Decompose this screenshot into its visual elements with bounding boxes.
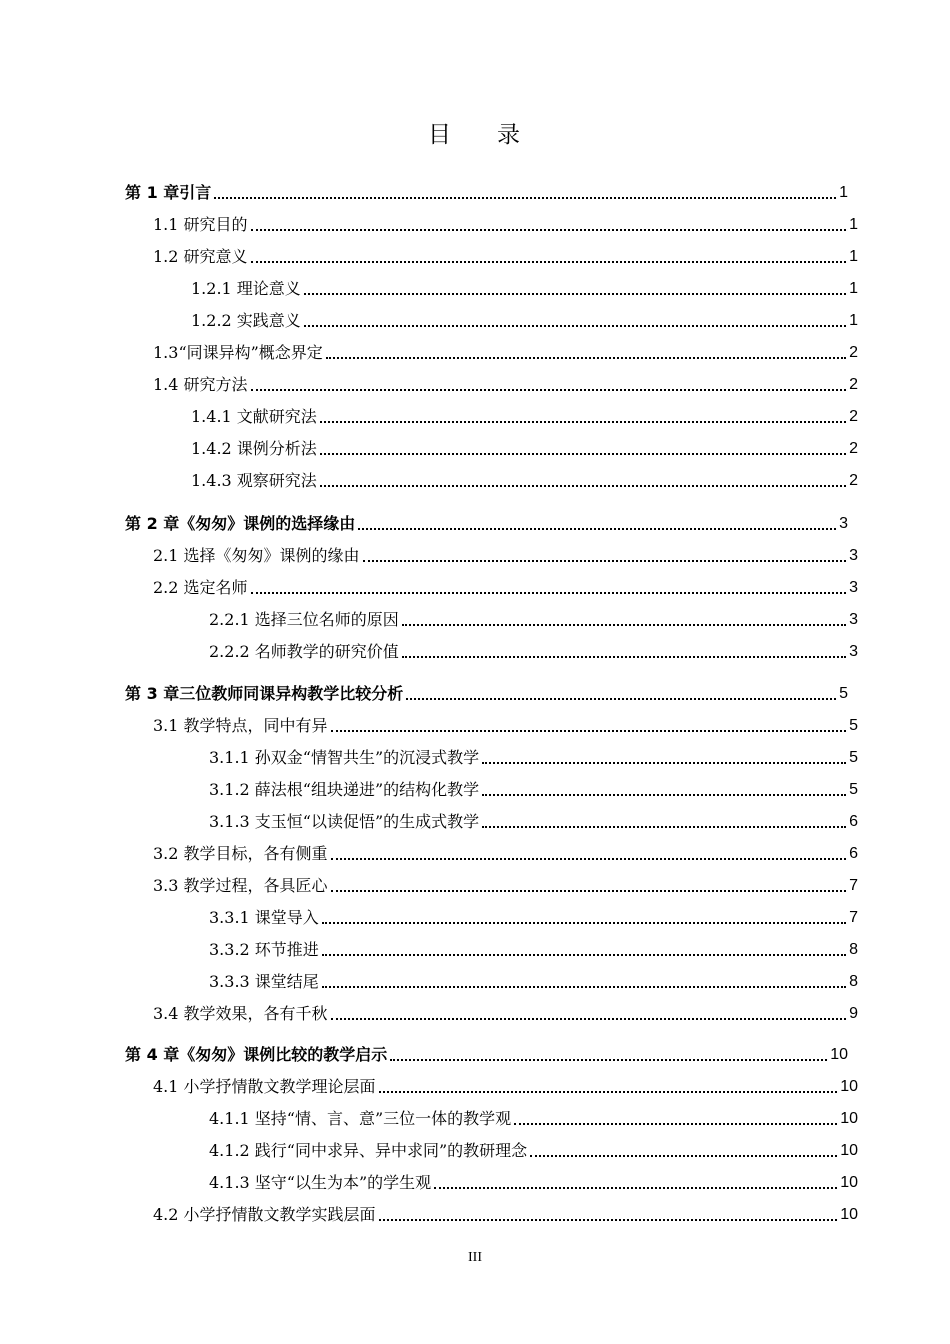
toc-entry-1-2-1[interactable] [191,277,858,299]
toc-entry-1-4-2[interactable] [191,437,858,459]
toc-entry-page: 5 [849,717,858,734]
dot-leader [322,985,846,988]
toc-entry-page: 3 [839,515,848,532]
dot-leader [214,196,836,199]
toc-entry-3-3[interactable] [153,874,858,896]
dot-leader [322,953,846,956]
title-part-1: 目 [428,122,453,148]
toc-entry-label: 3.1.3 支玉恒“以读促悟”的生成式教学 [209,812,480,831]
toc-entry-page: 10 [840,1174,858,1191]
toc-entry-page: 2 [849,440,858,457]
toc-entry-page: 7 [849,909,858,926]
dot-leader [514,1122,837,1125]
toc-entry-label: 4.1.2 践行“同中求异、异中求同”的教研理念 [209,1141,528,1160]
page-title [0,116,950,149]
toc-entry-label: 1.3“同课异构”概念界定 [153,343,323,362]
toc-entry-1-2[interactable] [153,245,858,267]
toc-entry-page: 9 [849,1005,858,1022]
dot-leader [482,793,846,796]
toc-entry-label: 3.3.3 课堂结尾 [209,972,319,991]
toc-entry-page: 10 [840,1078,858,1095]
dot-leader [326,356,846,359]
dot-leader [390,1058,827,1061]
toc-entry-1-2-2[interactable] [191,309,858,331]
dot-leader [251,388,847,391]
toc-entry-label: 3.1.2 薛法根“组块递进”的结构化教学 [209,780,480,799]
toc-entry-page: 8 [849,941,858,958]
toc-entry-label: 2.2.1 选择三位名师的原因 [209,610,399,629]
toc-entry-page: 1 [849,312,858,329]
toc-entry-page: 1 [849,248,858,265]
toc-entry-page: 3 [849,579,858,596]
toc-entry-label: 3.3.1 课堂导入 [209,908,319,927]
toc-entry-label: 1.2.1 理论意义 [191,279,301,298]
toc-entry-2-1[interactable] [153,544,858,566]
toc-entry-label: 第 4 章《匆匆》课例比较的教学启示 [125,1045,388,1064]
title-part-2: 录 [497,122,522,148]
toc-entry-3-1-1[interactable] [209,746,858,768]
toc-entry-page: 7 [849,877,858,894]
toc-entry-page: 5 [839,685,848,702]
dot-leader [402,655,846,658]
toc-entry-4-1[interactable] [153,1075,858,1097]
dot-leader [363,559,847,562]
toc-entry-page: 1 [839,184,848,201]
toc-entry-chapter-4[interactable] [125,1043,848,1065]
toc-entry-chapter-1[interactable] [125,181,848,203]
toc-entry-label: 3.4 教学效果，各有千秋 [153,1004,328,1023]
toc-entry-1-4[interactable] [153,373,858,395]
toc-entry-label: 1.1 研究目的 [153,215,248,234]
toc-entry-1-4-3[interactable] [191,469,858,491]
dot-leader [379,1090,838,1093]
toc-entry-2-2-1[interactable] [209,608,858,630]
dot-leader [358,527,836,530]
toc-entry-label: 3.1 教学特点，同中有异 [153,716,328,735]
dot-leader [402,623,846,626]
toc-entry-3-3-3[interactable] [209,970,858,992]
toc-entry-page: 10 [830,1046,848,1063]
toc-entry-label: 2.2.2 名师教学的研究价值 [209,642,399,661]
dot-leader [331,857,847,860]
toc-entry-label: 1.2 研究意义 [153,247,248,266]
toc-entry-label: 4.1.3 坚守“以生为本”的学生观 [209,1173,432,1192]
toc-entry-2-2-2[interactable] [209,640,858,662]
dot-leader [331,1017,847,1020]
toc-entry-label: 3.2 教学目标，各有侧重 [153,844,328,863]
toc-entry-label: 3.1.1 孙双金“情智共生”的沉浸式教学 [209,748,480,767]
toc-entry-label: 4.2 小学抒情散文教学实践层面 [153,1205,376,1224]
dot-leader [251,228,847,231]
toc-entry-page: 8 [849,973,858,990]
toc-entry-4-1-2[interactable] [209,1139,858,1161]
page-number: III [468,1250,482,1265]
toc-entry-1-4-1[interactable] [191,405,858,427]
toc-entry-label: 2.2 选定名师 [153,578,248,597]
toc-entry-page: 3 [849,643,858,660]
toc-entry-label: 第 1 章引言 [125,183,212,202]
toc-entry-3-3-2[interactable] [209,938,858,960]
toc-entry-page: 2 [849,344,858,361]
toc-entry-label: 1.4.3 观察研究法 [191,471,317,490]
toc-entry-label: 4.1.1 坚持“情、言、意”三位一体的教学观 [209,1109,512,1128]
dot-leader [530,1154,837,1157]
toc-entry-label: 1.4.1 文献研究法 [191,407,317,426]
toc-entry-1-1[interactable] [153,213,858,235]
toc-entry-page: 6 [849,845,858,862]
dot-leader [482,761,846,764]
toc-entry-label: 4.1 小学抒情散文教学理论层面 [153,1077,376,1096]
toc-entry-page: 1 [849,216,858,233]
toc-entry-label: 2.1 选择《匆匆》课例的缘由 [153,546,360,565]
dot-leader [482,825,846,828]
toc-entry-label: 第 3 章三位教师同课异构教学比较分析 [125,684,404,703]
dot-leader [320,484,846,487]
dot-leader [322,921,846,924]
toc-entry-4-1-3[interactable] [209,1171,858,1193]
toc-entry-page: 5 [849,781,858,798]
toc-entry-page: 10 [840,1110,858,1127]
toc-entry-page: 10 [840,1142,858,1159]
toc-entry-4-1-1[interactable] [209,1107,858,1129]
dot-leader [304,324,846,327]
dot-leader [406,697,836,700]
toc-entry-page: 2 [849,408,858,425]
dot-leader [320,420,846,423]
toc-entry-page: 2 [849,376,858,393]
toc-entry-label: 第 2 章《匆匆》课例的选择缘由 [125,514,356,533]
toc-entry-label: 1.4 研究方法 [153,375,248,394]
toc-entry-label: 3.3 教学过程，各具匠心 [153,876,328,895]
dot-leader [251,591,847,594]
toc-entry-page: 10 [840,1206,858,1223]
toc-entry-3-1-3[interactable] [209,810,858,832]
dot-leader [434,1186,837,1189]
dot-leader [320,452,846,455]
toc-entry-page: 2 [849,472,858,489]
toc-entry-3-1-2[interactable] [209,778,858,800]
toc-entry-chapter-3[interactable] [125,682,848,704]
toc-entry-page: 5 [849,749,858,766]
toc-entry-4-2[interactable] [153,1203,858,1225]
dot-leader [251,260,847,263]
toc-entry-page: 6 [849,813,858,830]
toc-entry-page: 3 [849,611,858,628]
dot-leader [331,729,847,732]
toc-entry-label: 1.2.2 实践意义 [191,311,301,330]
dot-leader [379,1218,838,1221]
toc-entry-3-2[interactable] [153,842,858,864]
toc-entry-label: 1.4.2 课例分析法 [191,439,317,458]
toc-entry-page: 1 [849,280,858,297]
toc-entry-2-2[interactable] [153,576,858,598]
toc-entry-chapter-2[interactable] [125,512,848,534]
toc-entry-page: 3 [849,547,858,564]
toc-entry-3-1[interactable] [153,714,858,736]
dot-leader [304,292,846,295]
toc-entry-3-4[interactable] [153,1002,858,1024]
toc-entry-3-3-1[interactable] [209,906,858,928]
toc-entry-label: 3.3.2 环节推进 [209,940,319,959]
toc-entry-1-3[interactable] [153,341,858,363]
dot-leader [331,889,847,892]
